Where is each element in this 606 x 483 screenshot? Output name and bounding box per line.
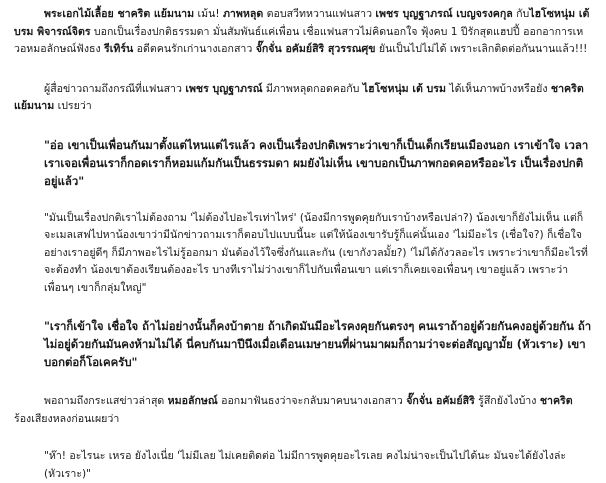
bold-text-run: จั๊กจั่น อคัมย์สิริ bbox=[406, 395, 475, 407]
text-run: มีภาพหลุดกอดคอกับ bbox=[262, 82, 363, 95]
text-run: "อ่อ เขาเป็นเพื่อนกันมาตั้งแต่ไหนแต่ไรแล้ว คงเป็นเรื่องปกติเพราะว่าเขาก็เป็นเด็กเรียนเมืองนอก เราเข้าใจ เวลาเราเจอเพื่อนเราก็กอดเราก็หอมแก้มกันเป็นธรรมดา ผมยังไม่เห็น เขาบอกเป็นภาพกอดคอหรืออะไร เป็นเรื่องปกติอยู่แล้ว" bbox=[44, 137, 589, 188]
quote-paragraph bbox=[14, 210, 592, 298]
text-run: ได้เห็นภาพบ้างหรือยัง bbox=[445, 82, 551, 95]
text-run: ร้องเสียงหลงก่อนเผยว่า bbox=[14, 412, 120, 425]
text-run: พอถามถึงกระแสข่าวล่าสุด bbox=[44, 395, 168, 407]
bold-text-run: จั๊กจั่น อคัมย์สิริ สุวรรณศุข bbox=[255, 43, 376, 55]
text-run: ยันเป็นไปไม่ได้ เพราะเลิกติดต่อกันนานแล้ว!!! bbox=[375, 43, 588, 55]
bold-text-run: พระเอกไม้เลื้อย ชาคริต แย้มนาม bbox=[44, 8, 195, 20]
bold-text-run: รีเทิร์น bbox=[104, 43, 134, 55]
bold-text-run: หมอลักษณ์ bbox=[167, 395, 218, 407]
text-run: กับ bbox=[512, 8, 530, 20]
bold-text-run: ไฮโซหนุ่ม เต้ บรม พิจารณ์จิตร bbox=[14, 8, 590, 38]
article-paragraph bbox=[14, 393, 592, 428]
bold-text-run: ภาพหลุด bbox=[222, 8, 264, 20]
bold-text-run: ไฮโซหนุ่ม เต้ บรม bbox=[362, 82, 446, 95]
text-run: "เราก็เข้าใจ เชื่อใจ ถ้าไม่อย่างนั้นก็คงบ้าตาย ถ้าเกิดมันมีอะไรคงคุยกันตรงๆ คนเราถ้าอยู่ด้วยกันคงอยู่ด้วยกัน ถ้าไม่อยู่ด้วยกันมันคงห้ามไม่ได้ นี่คบกันมาปีนึงเมื่อเดือนเมษายนที่ผ่านมาผมก็ถามว่าจะต่อสัญญามั้ย (หัวเราะ) เขาบอกต่อก็โอเคครับ" bbox=[44, 319, 592, 369]
text-run: ออกมาฟันธงว่าจะกลับมาคบนางเอกสาว bbox=[217, 395, 407, 407]
text-run: เปรยว่า bbox=[54, 100, 92, 112]
text-run: อดีตคนรักเก่านางเอกสาว bbox=[133, 43, 256, 55]
text-run: "มันเป็นเรื่องปกติเราไม่ต้องถาม 'ไม่ต้องไปอะไรเท่าไหร่' (น้องมีการพูดคุยกับเราบ้างหรือเปล่า?) น้องเขาก็ยังไม่เห็น แต่ก็จะเมลเสฟไปหาน้องเขาว่ามีนักข่าวถามเราก็ตอบไปแบบนี้นะ แต่ให้น้องเขารับรู้ก็แค่นั้นเอง 'ไม่มีอะไร (เชื่อใจ?) ก็เชื่อใจ อย่างเราอยู่ดีๆ ก็มีภาพอะไรไม่รู้ออกมา มันต้องไว้ใจซึ่งกันและกัน (เขากังวลมั้ย?) 'ไม่ได้กังวลอะไร เพราะว่าเขาก็มีอะไรที่จะต้องทำ น้องเขาต้องเรียนต้องอะไร บางทีเราไม่ว่างเขาก็ไปกับเพื่อนเขา แต่เราก็เคยเจอเพื่อนๆ เขาอยู่แล้ว เพราะว่าเพื่อนๆ เขาก็กลุ่มใหญ่" bbox=[44, 211, 588, 294]
text-run: เม้น! bbox=[194, 8, 223, 20]
text-run: ตอบสวีทหวานแฟนสาว bbox=[263, 8, 376, 20]
bold-text-run: ชาคริต bbox=[539, 395, 573, 407]
bold-text-run: ชาคริต แย้มนาม bbox=[14, 82, 584, 112]
quote-paragraph bbox=[14, 448, 592, 483]
bold-text-run: เพชร บุญฐาภรณ์ เบญจรงคกุล bbox=[375, 8, 513, 20]
text-run: บอกเป็นเรื่องปกติธรรมดา มั่นสัมพันธ์แค่เพื่อน เชื่อแฟนสาวไม่คิดนอกใจ ฟุ้งคบ 1 ปีรักสุดแฮปปี้ ออกอาการเหวอหมอลักษณ์ฟังธง bbox=[14, 25, 584, 55]
article-paragraph bbox=[14, 6, 592, 59]
article-paragraph bbox=[14, 81, 592, 116]
text-run: "ห๊า! อะไรนะ เหรอ ยังไงเนี่ย 'ไม่มีเลย ไม่เคยติดต่อ ไม่มีการพูดคุยอะไรเลย คงไม่น่าจะเป็นไปได้นะ มันจะได้ยังไงล่ะ (หัวเราะ)" bbox=[44, 450, 567, 480]
quote-paragraph bbox=[14, 136, 592, 190]
bold-text-run: เพชร บุญฐาภรณ์ bbox=[185, 82, 263, 95]
quote-paragraph bbox=[14, 317, 592, 371]
text-run: ผู้สื่อข่าวถามถึงกรณีที่แฟนสาว bbox=[44, 82, 186, 95]
text-run: รู้สึกยังไงบ้าง bbox=[474, 395, 540, 407]
